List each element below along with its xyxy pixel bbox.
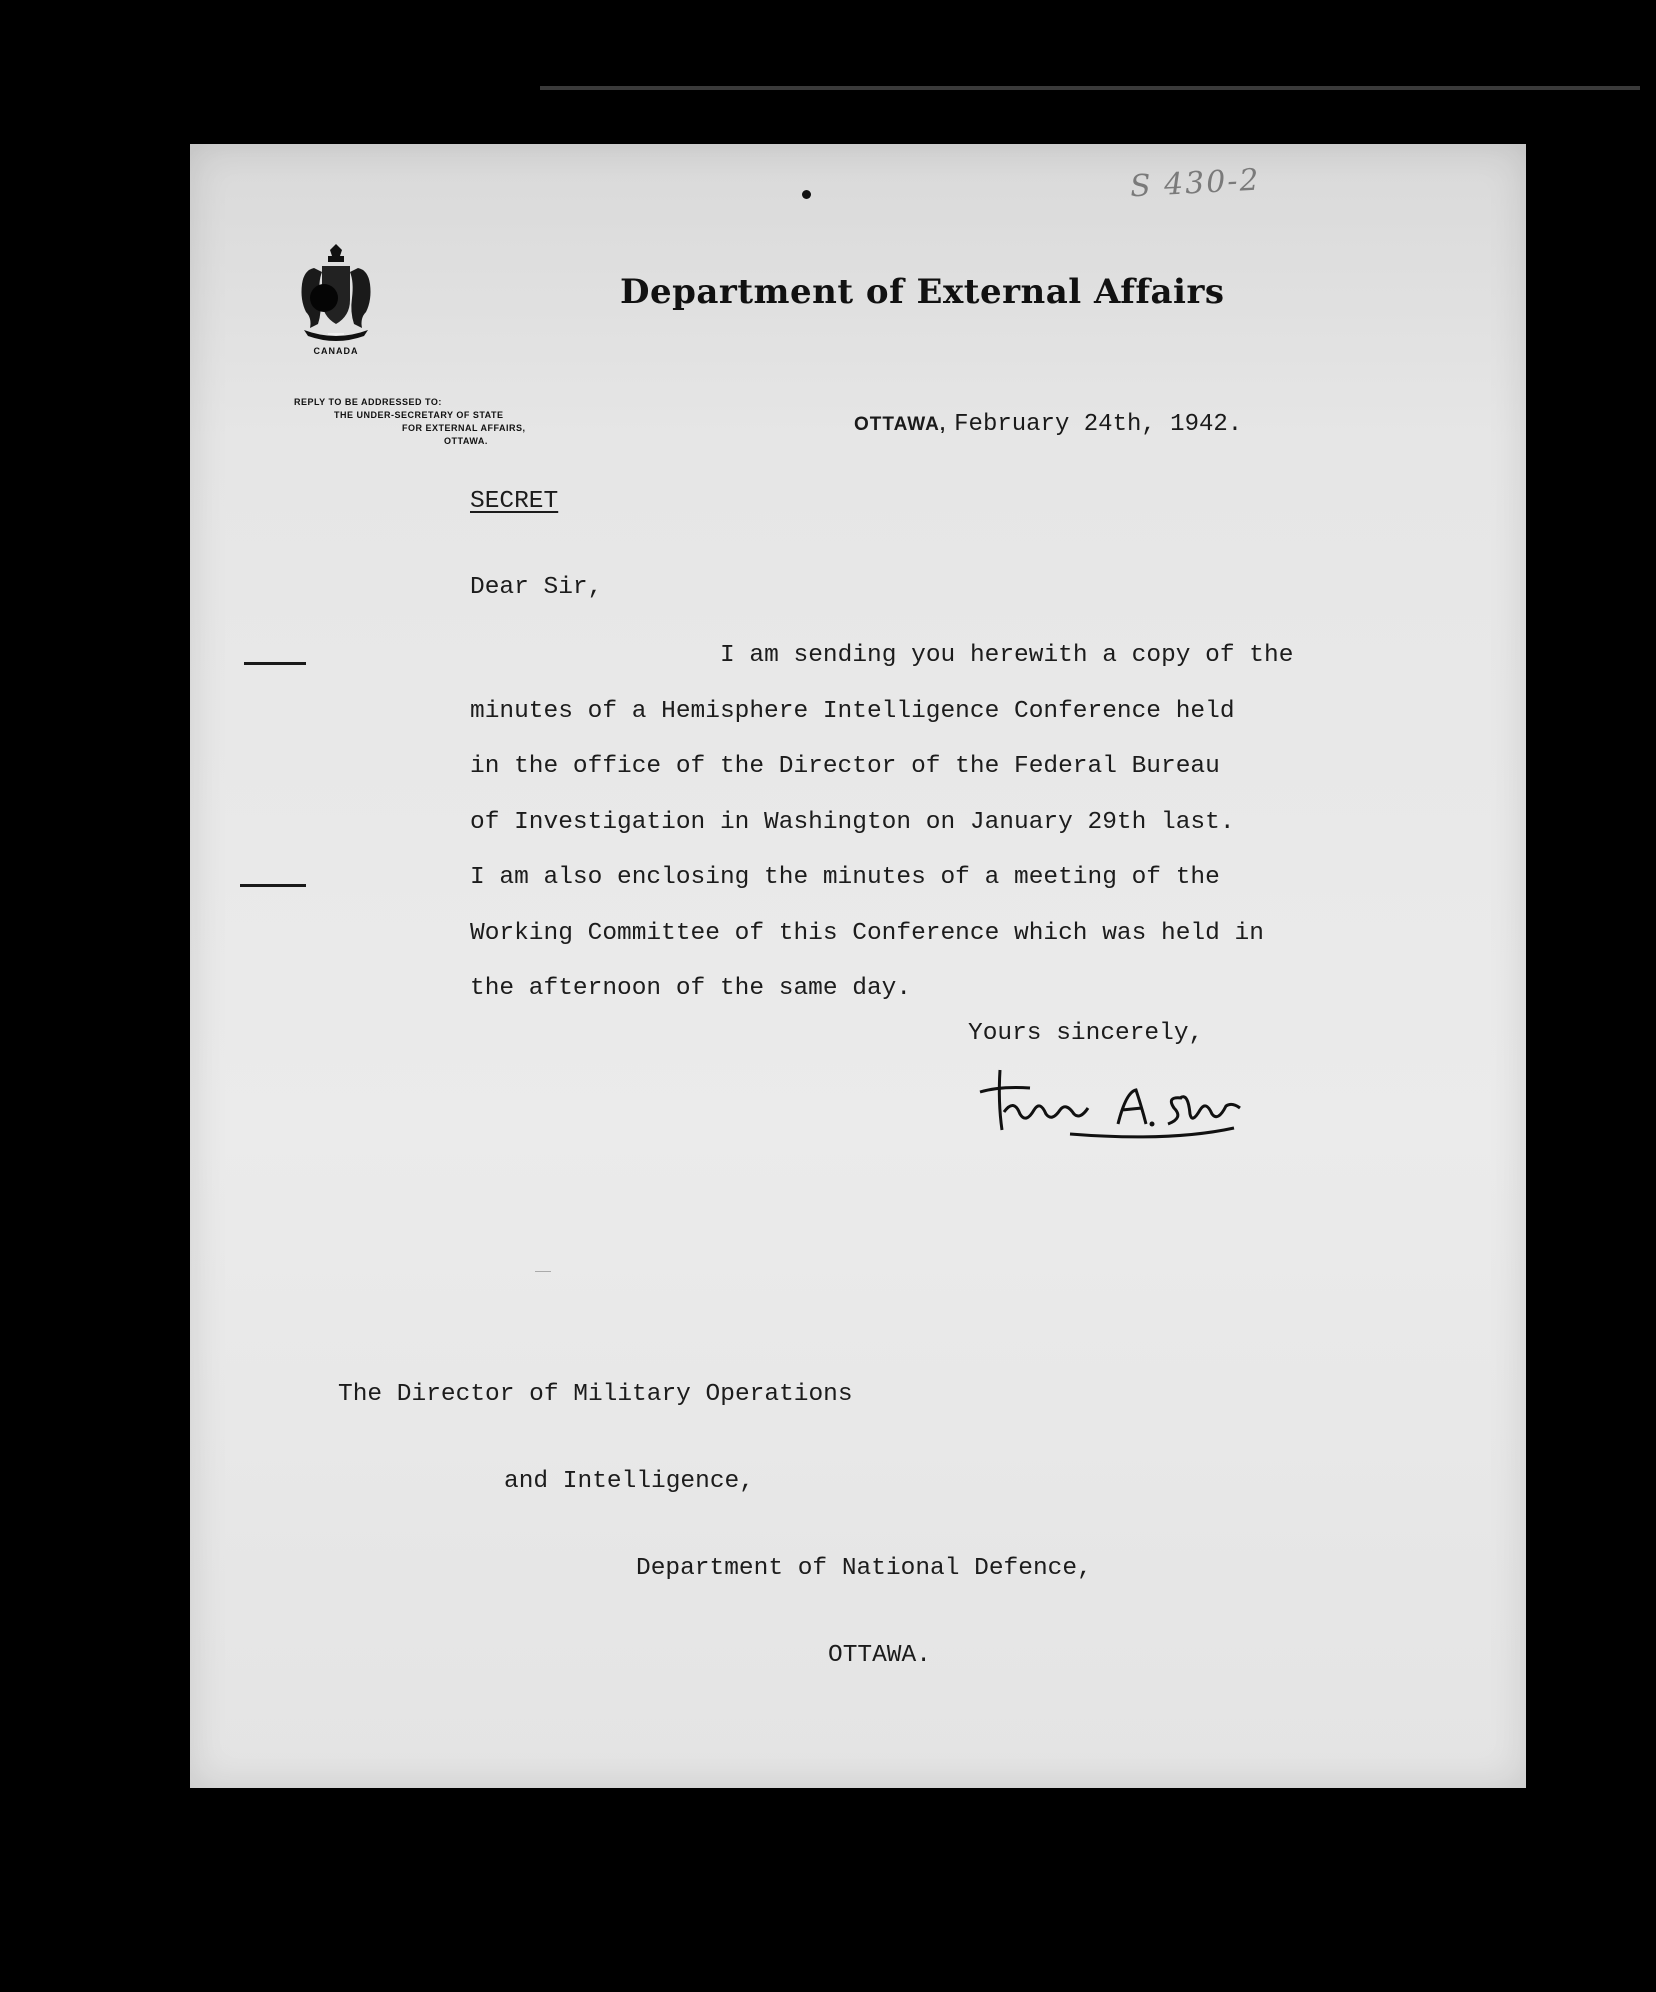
body-line: I am sending you herewith a copy of the [720, 642, 1294, 669]
closing: Yours sincerely, [968, 1020, 1204, 1047]
handwritten-signature [970, 1062, 1270, 1157]
body-line: I am also enclosing the minutes of a meeting of the [470, 864, 1220, 891]
address-line: OTTAWA. [828, 1642, 931, 1669]
address-line: The Director of Military Operations [338, 1381, 853, 1408]
film-edge [540, 86, 1640, 90]
body-line: in the office of the Director of the Federal Bureau [470, 753, 1220, 780]
letter-page [190, 144, 1526, 1788]
reply-line: OTTAWA. [444, 436, 488, 446]
letter-body [470, 628, 1430, 1017]
margin-mark [244, 662, 306, 665]
body-line: the afternoon of the same day. [470, 975, 912, 1002]
stray-mark [535, 1271, 551, 1272]
classification-label: SECRET [470, 488, 559, 515]
reply-line: FOR EXTERNAL AFFAIRS, [402, 423, 526, 433]
address-line: and Intelligence, [504, 1468, 754, 1495]
salutation: Dear Sir, [470, 574, 603, 601]
letterhead-title: Department of External Affairs [620, 272, 1225, 312]
reply-line: REPLY TO BE ADDRESSED TO: [294, 397, 442, 407]
body-line: of Investigation in Washington on January 29th last. [470, 808, 1235, 836]
dateline [854, 410, 1242, 438]
reply-line: THE UNDER-SECRETARY OF STATE [334, 410, 504, 420]
dateline-date: February 24th, 1942. [954, 411, 1243, 438]
dateline-city: OTTAWA, [854, 414, 947, 435]
crest-caption: CANADA [313, 346, 359, 356]
crest [294, 238, 378, 356]
body-line: minutes of a Hemisphere Intelligence Conference held [470, 697, 1235, 725]
punch-dot [802, 190, 811, 199]
reply-to-block [294, 396, 614, 448]
address-line: Department of National Defence, [636, 1555, 1092, 1582]
margin-mark [240, 884, 306, 887]
recipient-address [338, 1322, 1092, 1728]
canada-coat-of-arms-icon [294, 238, 378, 342]
file-number: S 430-2 [1129, 162, 1262, 205]
body-line: Working Committee of this Conference which was held in [470, 919, 1264, 947]
